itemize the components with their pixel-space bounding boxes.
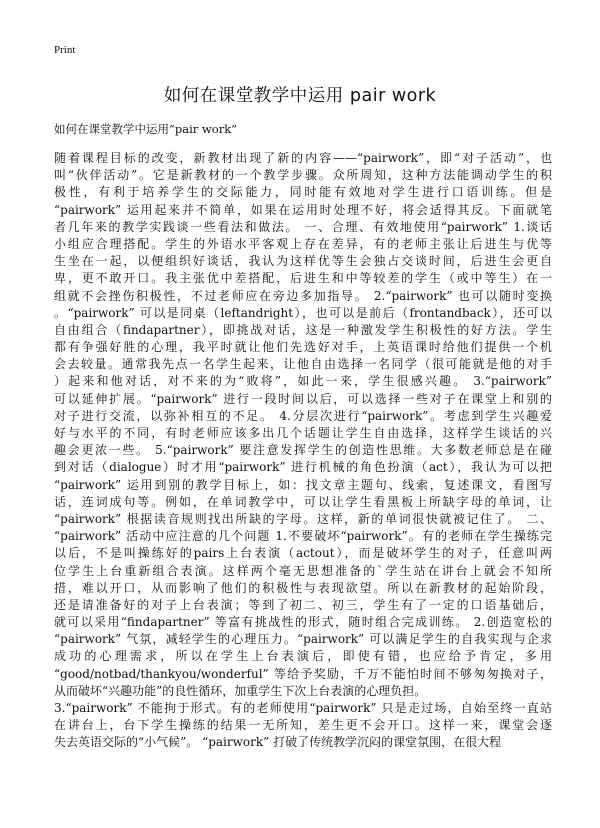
- body-line: “pairwork” 活动中应注意的几个问题 1.不要破坏“pairwork”。有的老师在学生操练完: [54, 529, 552, 544]
- body-paragraph: [54, 150, 552, 700]
- document-body: [54, 150, 552, 752]
- document-subtitle: 如何在课堂教学中运用“pair work”: [54, 122, 238, 136]
- body-line: 小组应合理搭配。学生的外语水平客观上存在差异，有的老师主张让后进生与优等: [54, 236, 552, 251]
- body-line: 生坐在一起，以便组织好谈话，我认为这样优等生会独占交谈时间，后进生会更自: [54, 254, 552, 269]
- body-line: 失去英语交际的“小气候”。 “pairwork” 打破了传统教学沉闷的课堂氛围，在很大程: [54, 735, 502, 750]
- body-line: “good/notbad/thankyou/wonderful” 等给予奖励，千万不能怕时间不够匆匆换对子，: [54, 666, 552, 681]
- body-line: 还是请准备好的对子上台表演；等到了初二、初三，学生有了一定的口语基础后，: [54, 597, 552, 612]
- body-line: 极性，有利于培养学生的交际能力，同时能有效地对学生进行口语训练。但是: [54, 185, 552, 200]
- body-line: “pairwork” 根据读音规则找出所缺的字母。这样，新的单词很快就被记住了。 二、: [54, 511, 552, 526]
- body-line: “pairwork” 运用起来并不简单，如果在运用时处理不好，将会适得其反。下面就笔: [54, 202, 552, 217]
- body-line: 好与水平的不同，有时老师应该多出几个话题让学生自由选择，这样学生谈话的兴: [54, 426, 552, 440]
- body-line: 者几年来的教学实践谈一些看法和做法。 一、合理、有效地使用“pairwork” 1.谈话: [54, 219, 552, 234]
- body-line: 话，连词成句等。例如，在单词教学中，可以让学生看黑板上所缺字母的单词，让: [54, 494, 552, 509]
- body-paragraph: [54, 700, 552, 752]
- body-line: 在讲台上，台下学生操练的结果一无所知，差生更不会开口。这样一来，课堂会逐: [54, 718, 552, 733]
- body-line: 卑，更不敢开口。我主张优中差搭配，后进生和中等较差的学生（或中等生）在一: [54, 271, 552, 286]
- body-line: 以后，不是叫操练好的pairs上台表演（actout），而是破坏学生的对子，任意叫两: [54, 546, 552, 561]
- body-line: 会去较量。通常我先点一名学生起来，让他自由选择一名同学（很可能就是他的对手: [54, 357, 552, 372]
- body-line: 自由组合（findapartner），即挑战对话，这是一种激发学生积极性的好方法。学生: [54, 322, 552, 337]
- body-line: 成功的心理需求，所以在学生上台表演后，即使有错，也应给予肯定，多用: [54, 649, 552, 664]
- body-line: 从而破坏“兴趣功能”的良性循环，加重学生下次上台表演的心理负担。: [54, 683, 427, 698]
- body-line: 可以延伸扩展。“pairwork” 进行一段时间以后，可以选择一些对子在课堂上和别的: [54, 391, 552, 406]
- body-line: 叫“伙伴活动”。它是新教材的一个教学步骤。众所周知，这种方法能调动学生的积: [54, 168, 552, 183]
- body-line: 。“pairwork” 可以是同桌（leftandright），也可以是前后（frontandback），还可以: [54, 305, 552, 320]
- body-line: 就可以采用“findapartner” 等富有挑战性的形式，随时组合完成训练。 2.创造宽松的: [54, 615, 552, 630]
- document-title: 如何在课堂教学中运用 pair work: [163, 86, 437, 106]
- body-line: 位学生上台重新组合表演。这样两个毫无思想准备的`学生站在讲台上就会不知所: [54, 563, 552, 578]
- body-line: 措，难以开口，从而影响了他们的积极性与表现欲望。所以在新教材的起始阶段，: [54, 580, 552, 595]
- body-line: 都有争强好胜的心理，我平时就让他们先选好对手，上英语课时给他们提供一个机: [54, 340, 552, 355]
- body-line: 趣会更浓一些。 5.“pairwork” 要注意发挥学生的创造性思维。大多数老师总是在碰: [54, 443, 552, 458]
- body-line: ）起来和他对话，对不来的为“败将”，如此一来，学生很感兴趣。 3.“pairwork”: [54, 374, 552, 389]
- body-line: 组就不会挫伤积极性，不过老师应在旁边多加指导。 2.“pairwork” 也可以随时变换: [54, 288, 552, 303]
- body-line: “pairwork” 气氛，减轻学生的心理压力。“pairwork” 可以满足学生的自我实现与企求: [54, 632, 552, 647]
- body-line: 3.“pairwork” 不能拘于形式。有的老师使用“pairwork” 只是走过场，自始至终一直站: [54, 701, 552, 715]
- body-line: 对子进行交流，以弥补相互的不足。 4.分层次进行“pairwork”。考虑到学生兴趣爱: [54, 408, 552, 423]
- body-line: “pairwork” 运用到别的教学目标上，如：找文章主题句、线索，复述课文，看图写: [54, 477, 552, 492]
- print-label: Print: [54, 44, 76, 56]
- body-line: 到对话（dialogue）时才用“pairwork” 进行机械的角色扮演（act），我认为可以把: [54, 460, 552, 475]
- body-line: 随着课程目标的改变，新教材出现了新的内容——“pairwork”，即“对子活动”，也: [54, 151, 552, 165]
